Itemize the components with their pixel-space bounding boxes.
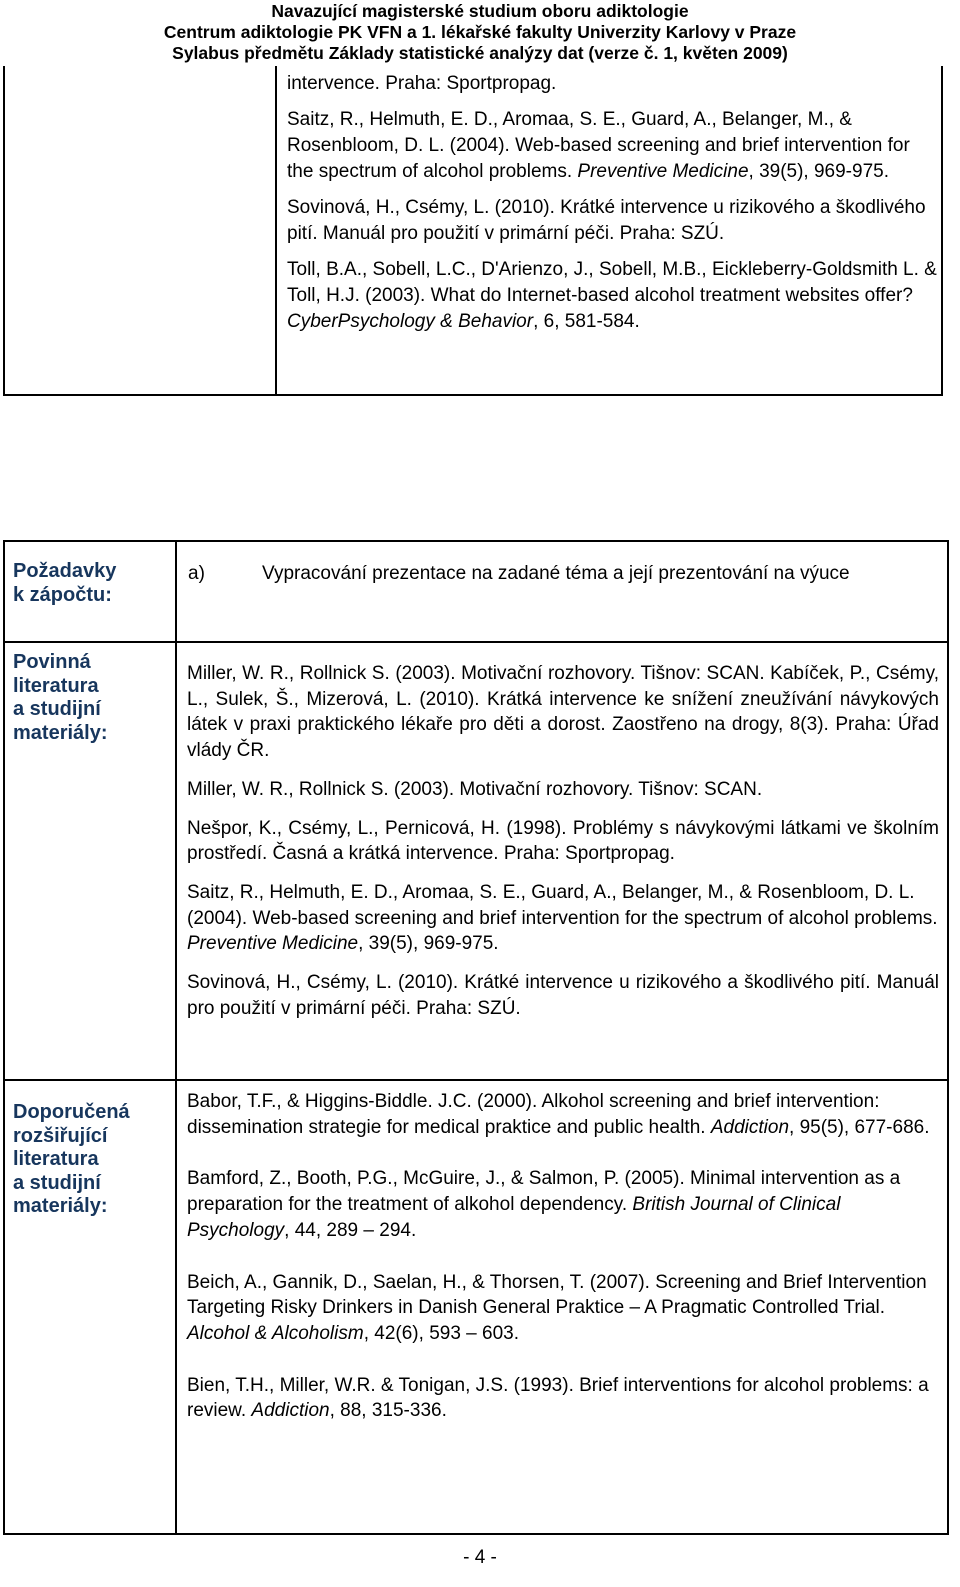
reference-entry: Nešpor, K., Csémy, L., Pernicová, H. (1998). Problémy s návykovými látkami ve školním prostředí. Časná a krátká intervence. Praha: Sportpropag.: [187, 817, 939, 865]
reference-entry: Saitz, R., Helmuth, E. D., Aromaa, S. E., Guard, A., Belanger, M., & Rosenbloom, D. L. (2004). Web-based screening and brief intervention for the spectrum of alcohol problems. Preventive Medicine, 39(5), 969-975.: [187, 881, 938, 955]
requirements-content: [188, 561, 938, 587]
reference-entry: Babor, T.F., & Higgins-Biddle. J.C. (2000). Alkohol screening and brief intervention: dissemination strategie for medical praktice and public health. Addiction, 95(5), 677-686.: [187, 1091, 930, 1138]
reference-entry: Miller, W. R., Rollnick S. (2003). Motivační rozhovory. Tišnov: SCAN.: [187, 778, 763, 800]
continued-table: [3, 66, 943, 396]
page-header: [0, 0, 960, 64]
header-program: Navazující magisterské studium oboru adiktologie: [271, 1, 689, 21]
requirements-label: Požadavky k zápočtu:: [13, 560, 117, 606]
recommended-literature-list: [187, 1089, 939, 1437]
continued-references: [287, 71, 939, 345]
continued-table-divider: [275, 66, 277, 396]
header-syllabus: Sylabus předmětu Základy statistické analýzy dat (verze č. 1, květen 2009): [172, 43, 788, 63]
reference-entry: Saitz, R., Helmuth, E. D., Aromaa, S. E., Guard, A., Belanger, M., & Rosenbloom, D. L. (2004). Web-based screening and brief intervention for the spectrum of alcohol problems. Preventive Medicine, 39(5), 969-975.: [287, 109, 910, 182]
row-divider: [3, 641, 949, 643]
column-divider: [175, 540, 177, 1535]
header-institution: Centrum adiktologie PK VFN a 1. lékařské fakulty Univerzity Karlovy v Praze: [163, 22, 797, 42]
recommended-literature-label: Doporučená rozšiřující literatura a studijní materiály:: [13, 1101, 130, 1217]
reference-entry: Toll, B.A., Sobell, L.C., D'Arienzo, J., Sobell, M.B., Eickleberry-Goldsmith L. & Toll, H.J. (2003). What do Internet-based alcohol treatment websites offer? CyberPsychology & Behavior, 6, 581-584.: [287, 259, 937, 332]
reference-entry: Bamford, Z., Booth, P.G., McGuire, J., & Salmon, P. (2005). Minimal intervention as a preparation for the treatment of alkohol dependency. British Journal of Clinical Psychology, 44, 289 – 294.: [187, 1168, 901, 1241]
required-literature-list: [187, 661, 939, 1034]
page-number: - 4 -: [463, 1547, 497, 1568]
list-marker: a): [188, 563, 205, 584]
reference-entry: Sovinová, H., Csémy, L. (2010). Krátké intervence u rizikového a škodlivého pití. Manuál pro použití v primární péči. Praha: SZÚ.: [287, 197, 926, 244]
reference-entry: intervence. Praha: Sportpropag.: [287, 73, 557, 94]
syllabus-table: [3, 540, 949, 1535]
reference-entry: Bien, T.H., Miller, W.R. & Tonigan, J.S. (1993). Brief interventions for alcohol problems: a review. Addiction, 88, 315-336.: [187, 1374, 929, 1422]
reference-entry: Beich, A., Gannik, D., Saelan, H., & Thorsen, T. (2007). Screening and Brief Intervention Targeting Risky Drinkers in Danish General Praktice – A Pragmatic Controlled Trial. Alcohol & Alcoholism, 42(6), 593 – 603.: [187, 1271, 927, 1344]
reference-entry: Sovinová, H., Csémy, L. (2010). Krátké intervence u rizikového a škodlivého pití. Manuál pro použití v primární péči. Praha: SZÚ.: [187, 972, 939, 1019]
reference-entry: Miller, W. R., Rollnick S. (2003). Motivační rozhovory. Tišnov: SCAN. Kabíček, P., Csémy, L., Sulek, Š., Mizerová, L. (2010). Krátká intervence ke snížení zneužívání návykových látek v praxi praktického lékaře pro děti a dorost. Zaostřeno na drogy, 8(3). Praha: Úřad vlády ČR.: [187, 663, 939, 762]
requirement-text: Vypracování prezentace na zadané téma a její prezentování na výuce: [262, 563, 850, 584]
row-divider: [3, 1079, 949, 1081]
required-literature-label: Povinná literatura a studijní materiály:: [13, 651, 108, 744]
